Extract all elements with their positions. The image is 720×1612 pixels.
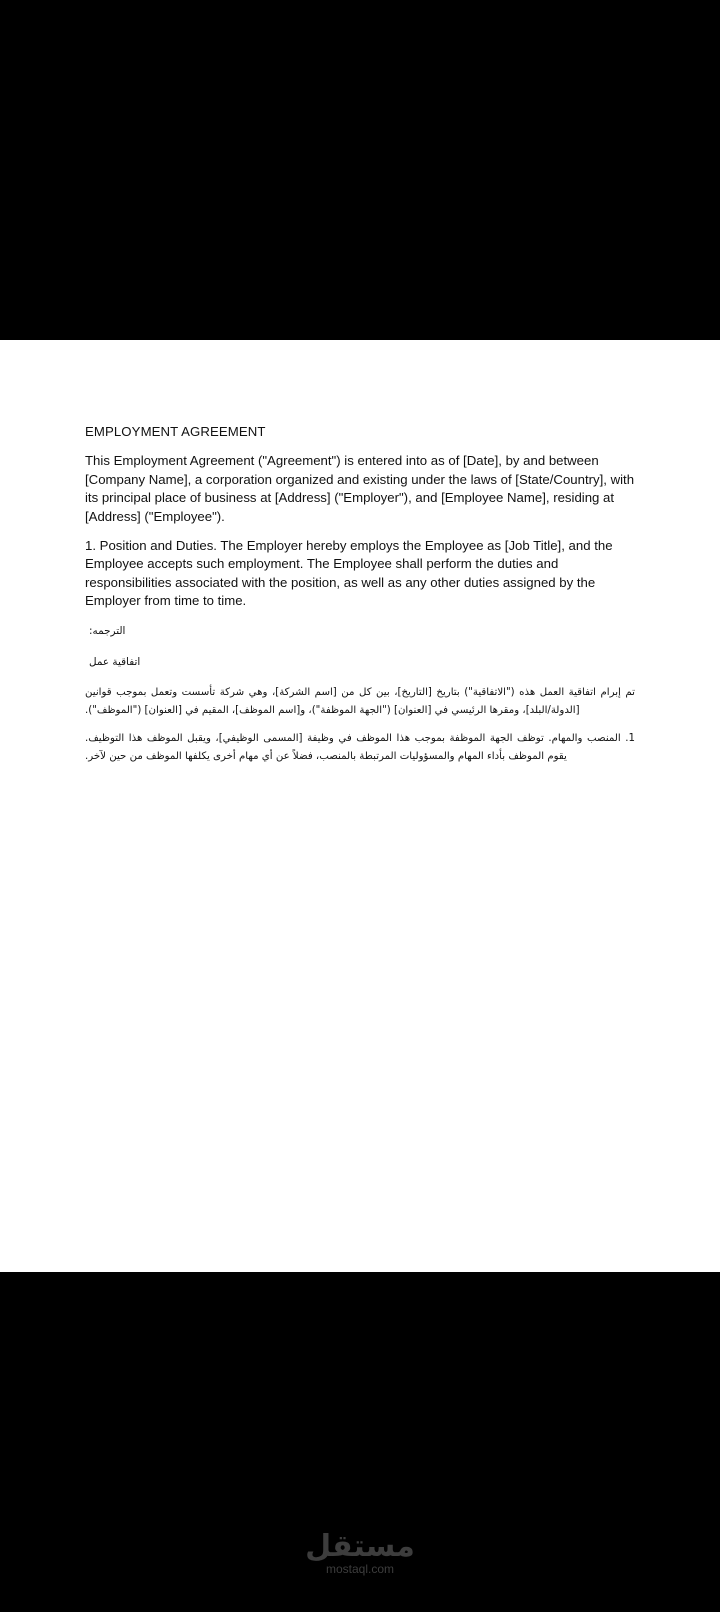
- translation-label: الترجمه:: [89, 624, 126, 637]
- mostaql-watermark: [0, 1530, 720, 1576]
- watermark-url: mostaql.com: [325, 1562, 395, 1576]
- arabic-clause-1-paragraph: 1. المنصب والمهام. توظف الجهة الموظفة بموجب هذا الموظف في وظيفة [المسمى الوظيفي]، ويقبل الموظف هذا التوظيف. يقوم الموظف بأداء المهام والمسؤوليات المرتبطة بالمنصب، فضلاً عن أي مهام أخرى يكلفها الموظف من حين لآخر.: [85, 733, 635, 763]
- arabic-title: اتفاقية عمل: [89, 656, 141, 669]
- document-content: [85, 423, 635, 776]
- document-title: EMPLOYMENT AGREEMENT: [85, 424, 266, 439]
- arabic-intro-paragraph: تم إبرام اتفاقية العمل هذه ("الاتفاقية") بتاريخ [التاريخ]، بين كل من [اسم الشركة]، وهي شركة تأسست وتعمل بموجب قوانين [الدولة/البلد]، ومقرها الرئيسي في [العنوان] ("الجهة الموظفة")، و[اسم الموظف]، المقيم في [العنوان] ("الموظف").: [85, 687, 635, 717]
- watermark-logo: مستقل: [305, 1529, 415, 1564]
- top-black-band: [0, 0, 720, 340]
- document-page: [0, 340, 720, 1272]
- intro-paragraph: This Employment Agreement ("Agreement") is entered into as of [Date], by and between [Company Name], a corporation organized and existing under the laws of [State/Country], with its principal place of business at [Address] ("Employer"), and [Employee Name], residing at [Address] ("Employee").: [85, 453, 635, 524]
- clause-1-paragraph: 1. Position and Duties. The Employer hereby employs the Employee as [Job Title], and the Employee accepts such employment. The Employee shall perform the duties and responsibilities associated with the position, as well as any other duties assigned by the Employer from time to time.: [85, 538, 613, 609]
